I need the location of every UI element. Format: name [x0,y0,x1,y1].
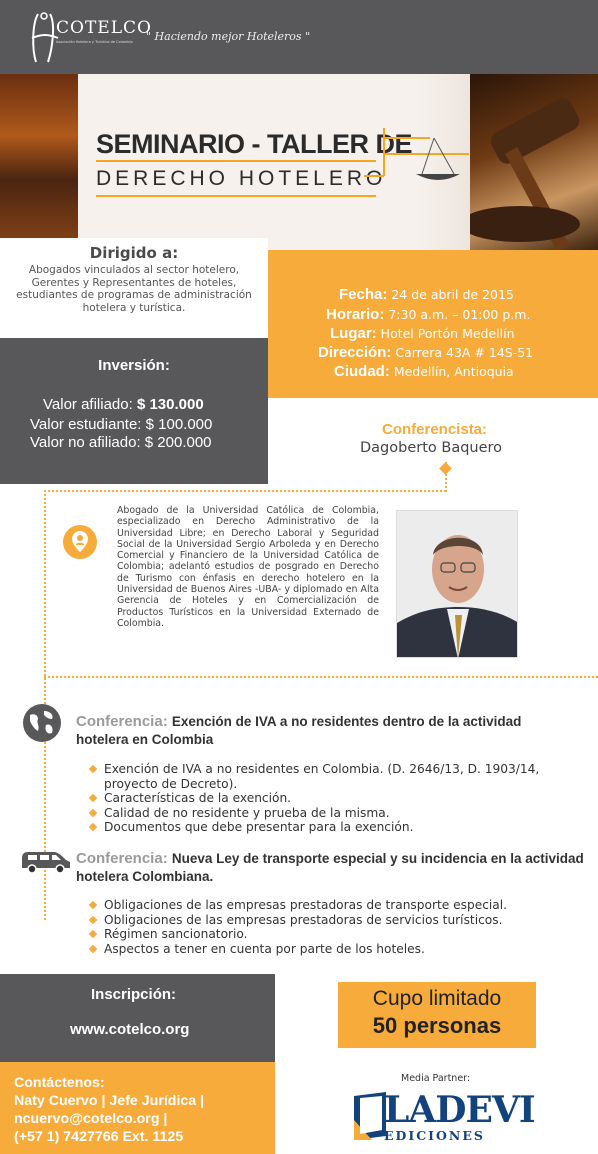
price-member-value: $ 130.000 [136,396,204,413]
fecha-value: 24 de abril de 2015 [391,287,514,302]
horario-value: 7:30 a.m. – 01:00 p.m. [388,307,531,322]
contact-title: Contáctenos: [14,1075,105,1091]
header-bar [0,0,598,74]
investment-title: Inversión: [98,357,170,374]
audience-title: Dirigido a: [89,244,179,262]
list-item: Documentos que debe presentar para la exención. [88,820,568,835]
price-member [43,396,204,413]
person-pin-icon [62,524,98,560]
ladevi-logo [352,1089,535,1143]
list-item: Obligaciones de las empresas prestadoras de servicios turísticos. [88,913,568,928]
investment-box [0,338,268,484]
contact-person: Naty Cuervo | Jefe Jurídica | [14,1093,205,1109]
speaker-photo [396,510,518,658]
media-partner-label: Media Partner: [401,1073,471,1084]
ciudad-label: Ciudad: [334,363,390,380]
slogan: " Haciendo mejor Hoteleros " [146,30,311,43]
hero-wood-image [0,74,78,250]
capacity-box [338,982,536,1048]
brand-subtitle: Asociación Hotelera y Turística de Colombia [56,40,133,44]
list-item: Características de la exención. [88,791,568,806]
conference-2-heading [76,850,591,886]
registration-box [0,974,275,1062]
speaker-title: Conferencista: [382,421,488,438]
event-title-line2: DERECHO HOTELERO [96,167,387,190]
hero-banner [0,74,598,250]
contact-email[interactable]: ncuervo@cotelco.org | [14,1111,168,1127]
event-venue [330,325,515,342]
ciudad-value: Medellín, Antioquia [393,364,514,379]
event-city [334,363,514,380]
capacity-line2: 50 personas [372,1013,502,1038]
conference-1-topics [88,762,568,835]
list-item: Exención de IVA a no residentes en Colombia. (D. 2646/13, D. 1903/14, proyecto de Decreto). [88,762,568,791]
speaker-name: Dagoberto Baquero [360,440,503,456]
scale-of-justice-icon [364,126,474,198]
price-nonmember [30,434,212,451]
event-title-line1: SEMINARIO - TALLER DE [96,129,412,159]
timeline-line [44,490,446,492]
gavel-icon [470,74,598,250]
speaker-bio: Abogado de la Universidad Católica de Colombia, especializado en Derecho Administrativo de la Universidad Libre; en Derecho Laboral y Seguridad Social de la Universidad Sergio Arboleda y en Derecho Comercial y Financiero de la Universidad Católica de Colombia; adelantó estudios de posgrado en Derecho de Turismo con énfasis en derecho hotelero en la Universidad de Buenos Aires -UBA- y diplomado en Alta Gerencia de Hoteles y en Comercialización de Productos Turísticos en la Universidad Externado de Colombia. [117,505,379,629]
conference-1-title: Exención de IVA a no residentes dentro de la actividad hotelera en Colombia [76,714,522,747]
speaker-portrait-icon [397,511,518,658]
brand-name: COTELCO [56,18,152,38]
registration-title: Inscripción: [91,986,177,1003]
conference-2-title: Nueva Ley de transporte especial y su incidencia en la actividad hotelera Colombiana. [76,851,584,884]
price-nonmember-label: Valor no afiliado: [30,434,141,451]
price-nonmember-value: $ 200.000 [144,434,212,451]
timeline-diamond [439,462,452,475]
event-time [326,306,530,323]
globe-icon [22,703,62,743]
horario-label: Horario: [326,306,385,323]
gavel-image [470,74,598,250]
conference-1-heading [76,713,576,749]
conference-2-tag: Conferencia: [76,850,168,867]
direccion-value: Carrera 43A # 14S-51 [395,345,534,360]
ladevi-name: LADEVI [384,1089,535,1131]
list-item: Obligaciones de las empresas prestadoras de transporte especial. [88,898,568,913]
list-item: Régimen sancionatorio. [88,927,568,942]
lugar-value: Hotel Portón Medellín [380,326,515,341]
audience-text: Abogados vinculados al sector hotelero, Gerentes y Representantes de hoteles, estudiantes de programas de administración hotelera y turística. [16,264,252,314]
list-item: Calidad de no residente y prueba de la misma. [88,806,568,821]
lugar-label: Lugar: [330,325,377,342]
title-underline-2 [96,195,376,197]
conference-1-tag: Conferencia: [76,713,168,730]
ladevi-sub: EDICIONES [384,1128,485,1143]
van-icon [20,848,72,874]
price-student-label: Valor estudiante: [30,416,142,433]
title-underline [96,160,376,162]
ladevi-mark-icon [352,1090,388,1142]
event-address [318,344,533,361]
registration-link[interactable]: www.cotelco.org [70,1021,190,1038]
event-date [339,286,514,303]
capacity-line1: Cupo limitado [372,987,502,1010]
contact-phone: (+57 1) 7427766 Ext. 1125 [14,1129,184,1145]
price-student-value: $ 100.000 [145,416,213,433]
fecha-label: Fecha: [339,286,388,303]
price-member-label: Valor afiliado: [43,396,133,413]
price-student [30,416,212,433]
timeline-divider [44,676,598,678]
direccion-label: Dirección: [318,344,392,361]
conference-2-topics [88,898,568,956]
audience-section [0,238,268,338]
list-item: Aspectos a tener en cuenta por parte de los hoteles. [88,942,568,957]
contact-box [0,1062,275,1154]
